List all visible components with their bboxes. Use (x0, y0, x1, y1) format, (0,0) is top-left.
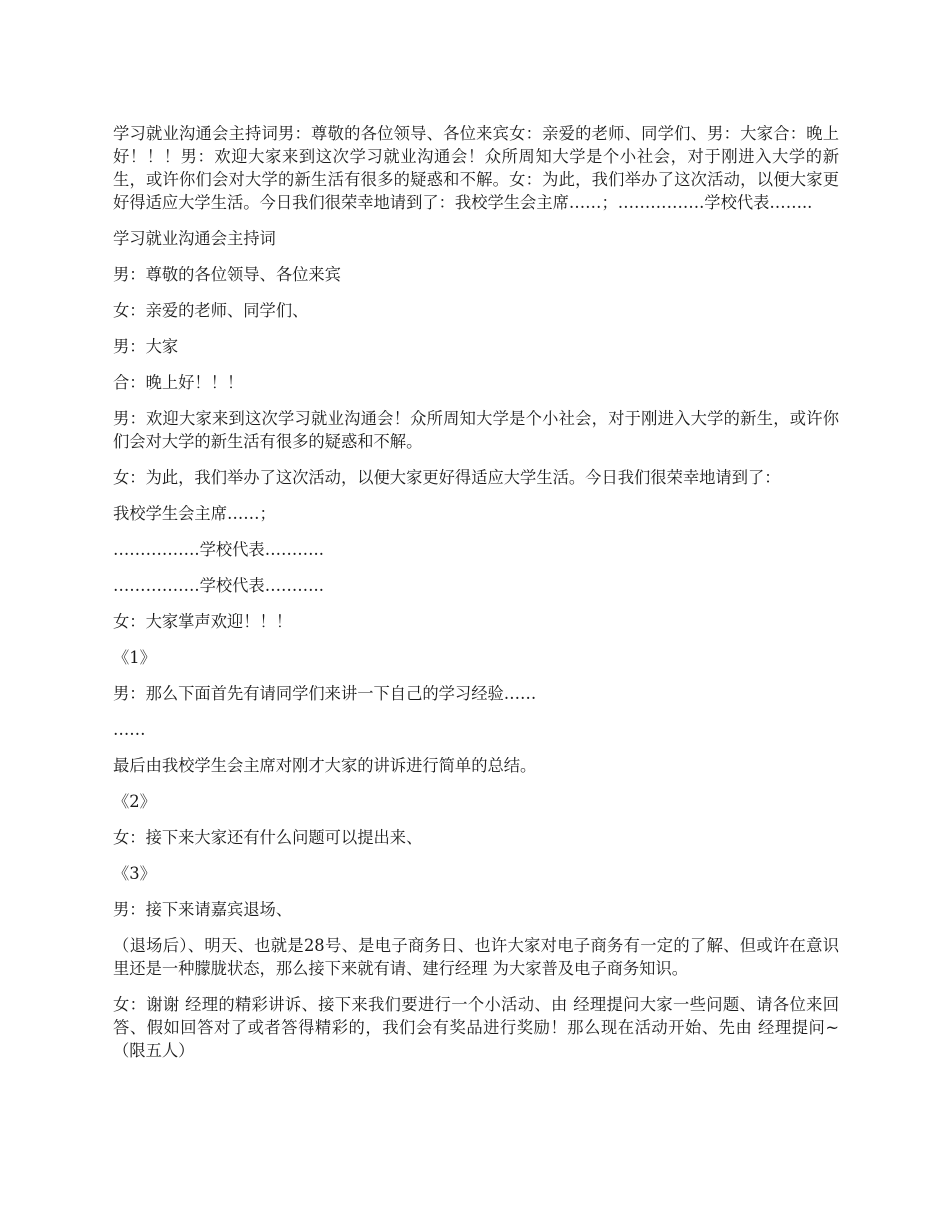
script-line: 男：那么下面首先有请同学们来讲一下自己的学习经验…… (113, 684, 537, 703)
script-line: 男：尊敬的各位领导、各位来宾 (113, 265, 341, 284)
script-line: 我校学生会主席……； (113, 504, 276, 523)
summary-paragraph: 学习就业沟通会主持词男：尊敬的各位领导、各位来宾女：亲爱的老师、同学们、男：大家合：晚上好！！！男：欢迎大家来到这次学习就业沟通会！众所周知大学是个小社会，对于刚进入大学的新生，或许你们会对大学的新生活有很多的疑惑和不解。女：为此，我们举办了这次活动，以便大家更好得适应大学生活。今日我们很荣幸地请到了：我校学生会主席……；…………….学校代表…….. (113, 124, 839, 212)
script-line: 女：接下来大家还有什么问题可以提出来、 (113, 828, 423, 847)
script-line: …………….学校代表……….. (113, 576, 324, 595)
script-line: 男：大家 (113, 337, 179, 356)
script-line: 女：亲爱的老师、同学们、 (113, 301, 309, 320)
script-line: 男：接下来请嘉宾退场、 (113, 900, 293, 919)
script-line: 女：大家掌声欢迎！！！ (113, 612, 293, 631)
script-line: 女：谢谢 经理的精彩讲诉、接下来我们要进行一个小活动、由 经理提问大家一些问题、请各位来回答、假如回答对了或者答得精彩的，我们会有奖品进行奖励！那么现在活动开始、先由 经理提问~（限五人） (113, 995, 839, 1060)
section-marker: 《1》 (113, 648, 156, 667)
script-line: 男：欢迎大家来到这次学习就业沟通会！众所周知大学是个小社会，对于刚进入大学的新生，或许你们会对大学的新生活有很多的疑惑和不解。 (113, 409, 839, 451)
document-body (113, 122, 839, 1075)
document-title: 学习就业沟通会主持词 (113, 229, 276, 248)
script-line: …………….学校代表……….. (113, 540, 324, 559)
script-line: 合：晚上好！！！ (113, 373, 244, 392)
script-line: （退场后）、明天、也就是28号、是电子商务日、也许大家对电子商务有一定的了解、但或许在意识里还是一种朦胧状态，那么接下来就有请、建行经理 为大家普及电子商务知识。 (113, 936, 839, 978)
script-line: 最后由我校学生会主席对刚才大家的讲诉进行简单的总结。 (113, 756, 537, 775)
script-line: 女：为此，我们举办了这次活动，以便大家更好得适应大学生活。今日我们很荣幸地请到了： (113, 468, 781, 487)
section-marker: 《2》 (113, 792, 156, 811)
ellipsis-line: …… (113, 720, 146, 739)
section-marker: 《3》 (113, 864, 156, 883)
